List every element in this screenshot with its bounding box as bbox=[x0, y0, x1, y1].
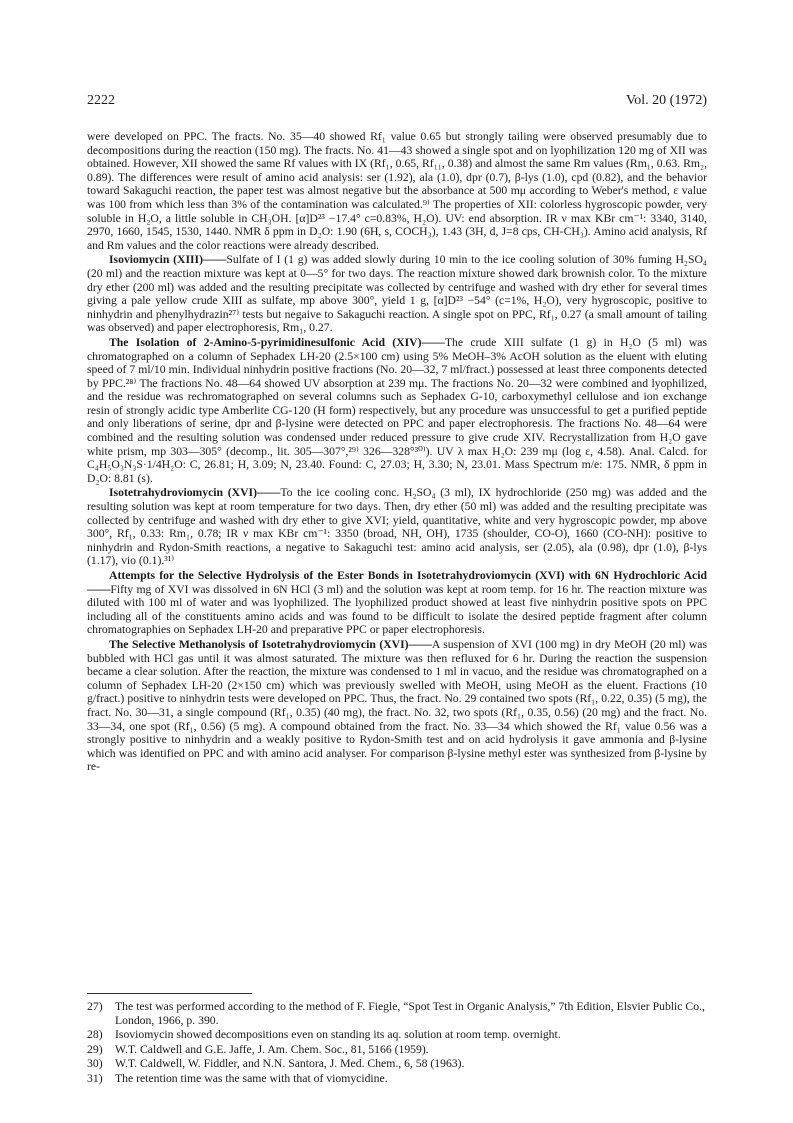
article-body bbox=[87, 130, 707, 775]
paragraph-text: To the ice cooling conc. H₂SO₄ (3 ml), IX hydrochloride (250 mg) was added and the resulting solution was kept at room temperature for two days. Then, dry ether (50 ml) was added and the resulting precipitate was collected by centrifuge and washed with dry ether to give XVI; yield, quantitative, white and very hygroscopic powder, mp above 300°, Rf₁, 0.33: Rm₁, 0.78; IR ν max KBr cm⁻¹: 3350 (broad, NH, OH), 1735 (shoulder, CO-O), 1660 (CO-NH): positive to ninhydrin and Rydon-Smith reactions, a negative to Sakaguchi test: amino acid analysis, ser (2.05), ala (0.98), dpr (1.0), β-lys (1.17), vio (0.1).³¹⁾ bbox=[87, 486, 707, 568]
footnote-number: 29) bbox=[87, 1042, 103, 1056]
section-title: Isotetrahydroviomycin (XVI)—— bbox=[109, 486, 281, 500]
paragraph-text: Fifty mg of XVI was dissolved in 6N HCl (3 ml) and the solution was kept at room temp. for 16 hr. The reaction mixture was diluted with 100 ml of water and was lyophilized. The lyophilized product showed at least five ninhydrin positive spots on PPC including all of the constituents amino acids and was found to be difficult to isolate the desired peptide fragment after column chromatographies on Sephadex LH-20 and preparative PPC or paper electrophoresis. bbox=[87, 582, 707, 637]
footnote-divider bbox=[87, 993, 252, 994]
paragraph-text: The crude XIII sulfate (1 g) in H₂O (5 ml) was chromatographed on a column of Sephadex LH-20 (2.5×100 cm) using 5% MeOH–3% AcOH solution as the eluent with eluting speed of 7 ml/10 min. Individual ninhydrin positive fractions (No. 20—32, 7 ml/fract.) possessed at least three components detected by PPC.²⁸⁾ The fractions No. 48—64 showed UV absorption at 239 mμ. The fractions No. 20—32 were combined and lyophilized, and the residue was rechromatographed on several columns such as Sephadex G-10, carboxymethyl cellulose and ion exchange resin of strongly acidic type Amberlite CG-120 (H form) respectively, but any procedure was unsuccessful to get a purified peptide and only liberations of serine, dpr and β-lysine were detected on PPC and paper electrophoresis. The fractions No. 48—64 were combined and the resulting solution was condensed under reduced pressure to give crude XIV. Recrystallization from H₂O gave white prism, mp 303—305° (decomp., lit. 305—307°,²⁹⁾ 326—328°³⁰⁾). UV λ max H₂O: 239 mμ (log ε, 4.58). Anal. Calcd. for C₄H₅O₃N₃S·1/4H₂O: C, 26.81; H, 3.09; N, 23.40. Found: C, 27.03; H, 3.30; N, 23.01. Mass Spectrum m/e: 175. NMR, δ ppm in D₂O: 8.81 (s). bbox=[87, 335, 707, 485]
footnote bbox=[87, 1057, 707, 1071]
paragraph-isotetrahydroviomycin bbox=[87, 486, 707, 568]
footnote-number: 31) bbox=[87, 1071, 103, 1085]
footnote bbox=[87, 1043, 707, 1057]
footnote-number: 28) bbox=[87, 1028, 103, 1042]
footnote bbox=[87, 1000, 707, 1027]
footnote-text: The test was performed according to the method of F. Fiegle, “Spot Test in Organic Analysis,” 7th Edition, Elsvier Public Co., London, 1966, p. 390. bbox=[115, 1000, 705, 1027]
section-title: The Isolation of 2-Amino-5-pyrimidinesulfonic Acid (XIV)—— bbox=[109, 335, 445, 349]
footnote bbox=[87, 1072, 707, 1086]
page-number: 2222 bbox=[87, 93, 115, 108]
paragraph-selective-methanolysis bbox=[87, 638, 707, 774]
paragraph-0 bbox=[87, 130, 707, 252]
section-title: The Selective Methanolysis of Isotetrahydroviomycin (XVI)—— bbox=[109, 637, 432, 651]
volume-label: Vol. 20 (1972) bbox=[625, 93, 707, 108]
paragraph-text: were developed on PPC. The fracts. No. 35—40 showed Rf₁ value 0.65 but strongly tailing were observed presumably due to decompositions during the reaction (150 mg). The fracts. No. 41—43 showed a single spot and on lyophilization 120 mg of XII was obtained. However, XII showed the same Rf values with IX (Rf₁, 0.65, Rf₁₁, 0.38) and almost the same Rm values (Rm₁, 0.63. Rm₂, 0.89). The differences were result of amino acid analysis: ser (1.92), ala (1.0), dpr (0.7), β-lys (1.0), cpd (0.82), and the behavior toward Sakaguchi reaction, the paper test was almost negative but the absorbance at 500 mμ according to Weber's method, ε value was 100 from which less than 3% of the contamination was calculated.⁹⁾ The properties of XII: colorless hygroscopic powder, very soluble in H₂O, a little soluble in CH₃OH. [α]D²³ −17.4° c=0.83%, H₂O). UV: end absorption. IR ν max KBr cm⁻¹: 3340, 3140, 2970, 1660, 1545, 1530, 1440. NMR δ ppm in D₂O: 1.90 (6H, s, COCH₃), 1.43 (3H, d, J=8 cps, CH-CH₃). Amino acid analysis, Rf and Rm values and the color reactions were already described. bbox=[87, 130, 707, 252]
paragraph-isoviomycin bbox=[87, 253, 707, 335]
section-title: Attempts for the Selective Hydrolysis of the Ester Bonds in Isotetrahydroviomycin (XVI) with 6N Hydrochloric Acid—— bbox=[87, 569, 707, 596]
paragraph-selective-hydrolysis bbox=[87, 569, 707, 637]
footnote-text: Isoviomycin showed decompositions even on standing its aq. solution at room temp. overnight. bbox=[115, 1028, 561, 1042]
footnote-number: 27) bbox=[87, 1000, 103, 1013]
footnote-number: 30) bbox=[87, 1057, 103, 1071]
footnote-text: The retention time was the same with that of viomycidine. bbox=[115, 1071, 388, 1085]
footnote-text: W.T. Caldwell and G.E. Jaffe, J. Am. Chem. Soc., 81, 5166 (1959). bbox=[115, 1042, 429, 1056]
section-title: Isoviomycin (XIII)—— bbox=[109, 253, 227, 267]
page-header bbox=[87, 93, 707, 113]
paragraph-text: A suspension of XVI (100 mg) in dry MeOH (20 ml) was bubbled with HCl gas until it was almost saturated. The mixture was then refluxed for 6 hr. During the reaction the suspension became a clear solution. After the reaction, the mixture was condensed to 1 ml in vacuo, and the residue was chromatographed on a column of Sephadex LH-20 (2×150 cm) which was previously swelled with MeOH, using MeOH as the eluent. Fractions (10 g/fract.) positive to ninhydrin tests were developed on PPC. Thus, the fract. No. 29 contained two spots (Rf₁, 0.22, 0.35) (5 mg), the fract. No. 30—31, a single compound (Rf₁, 0.35) (40 mg), the fract. No. 32, two spots (Rf₁, 0.35, 0.56) (20 mg) and the fract. No. 33—34, one spot (Rf₁, 0.56) (5 mg). A compound obtained from the fract. No. 33—34 which showed the Rf₁ value 0.56 was a strongly positive to ninhydrin and a weakly positive to Rydon-Smith test and on acid hydrolysis it gave ammonia and β-lysine which was identified on PPC and with amino acid analyser. For comparison β-lysine methyl ester was synthesized from β-lysine by re- bbox=[87, 637, 707, 774]
footnote-text: W.T. Caldwell, W. Fiddler, and N.N. Santora, J. Med. Chem., 6, 58 (1963). bbox=[115, 1057, 465, 1071]
footnotes bbox=[87, 1000, 707, 1087]
paragraph-text: Sulfate of I (1 g) was added slowly during 10 min to the ice cooling solution of 30% fuming H₂SO₄ (20 ml) and the reaction mixture was kept at 0—5° for two days. The reaction mixture showed dark brownish color. To the mixture dry ether (200 ml) was added and the resulting precipitate was collected by centrifuge and washed with dry ether for several times giving a pale yellow crude XIII as sulfate, mp above 300°, yield 1 g, [α]D²³ −54° (c=1%, H₂O), very hygroscopic, positive to ninhydrin and phenylhydrazin²⁷⁾ tests but negaive to Sakaguchi reaction. A single spot on PPC, Rf₁, 0.27 (a small amount of tailing was observed) and paper electrophoresis, Rm₁, 0.27. bbox=[87, 253, 707, 335]
paragraph-isolation-xiv bbox=[87, 336, 707, 486]
footnote bbox=[87, 1028, 707, 1042]
